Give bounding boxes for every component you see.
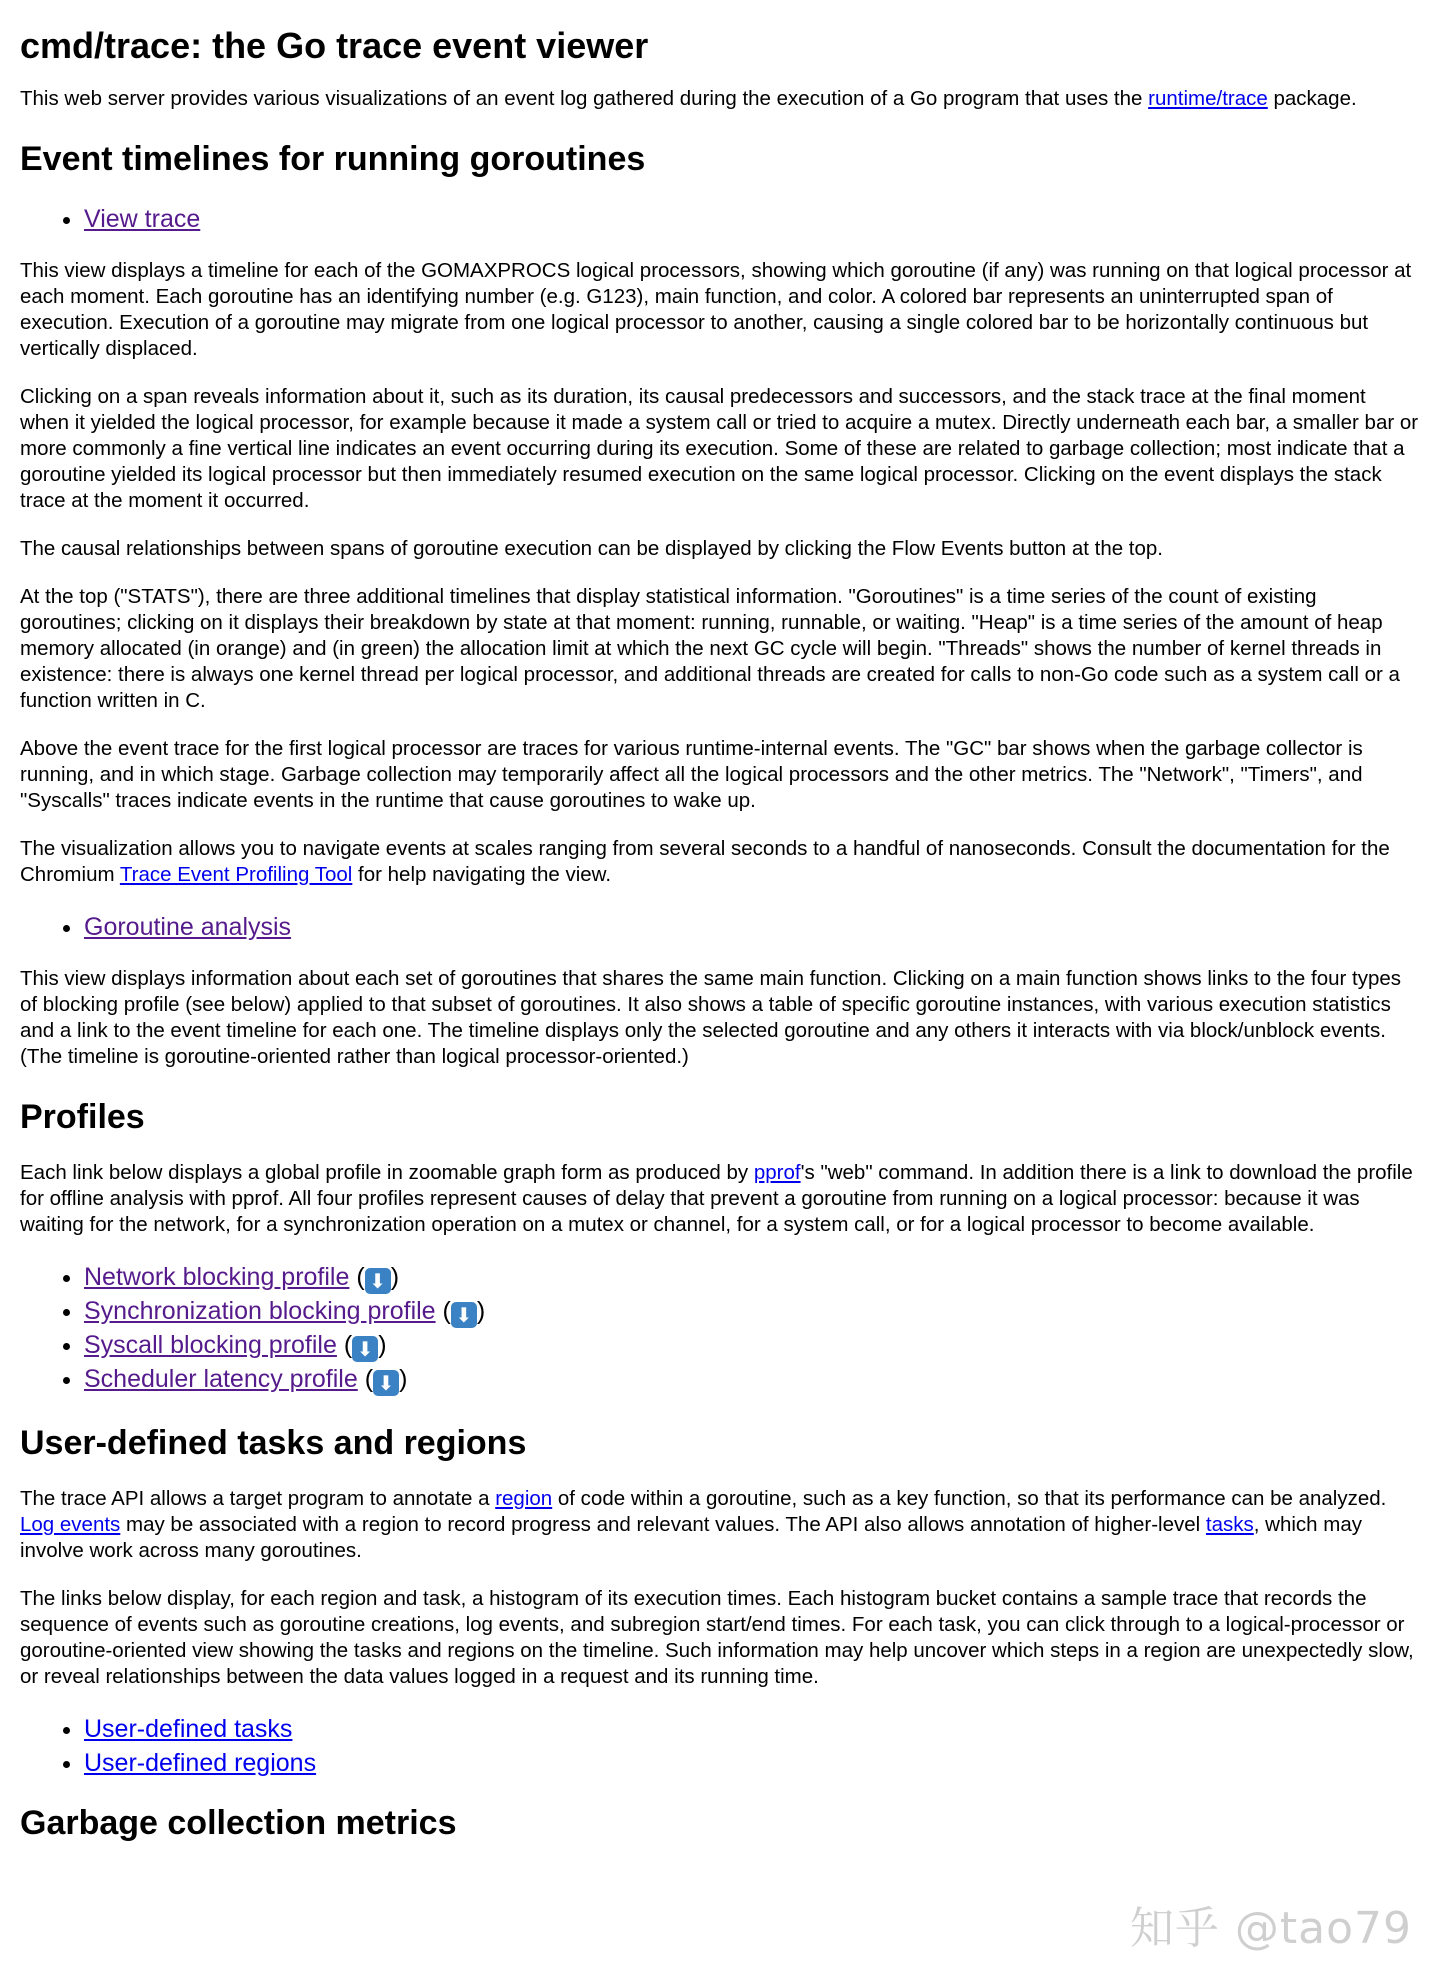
synchronization-blocking-profile-link[interactable]: Synchronization blocking profile — [84, 1297, 436, 1325]
download-icon[interactable]: ⬇ — [373, 1370, 399, 1396]
list-item: • Syscall blocking profile ( ⬇ ) — [84, 1328, 1420, 1362]
tasks-link[interactable]: tasks — [1205, 1513, 1254, 1536]
list-item: • Synchronization blocking profile ( ⬇ ) — [84, 1294, 1420, 1328]
goroutine-analysis-paragraph: This view displays information about each set of goroutines that shares the same main function. Clicking on a main function shows links to the four types of blocking profile (see below) applied to that subset of goroutines. It also shows a table of specific goroutine instances, with various execution statistics and a link to the event timeline for each one. The timeline displays only the selected goroutine and any others it interacts with via block/unblock events. (The timeline is goroutine-oriented rather than logical processor-oriented.) — [20, 967, 1402, 1068]
list-item — [84, 202, 1420, 236]
user-defined-regions-link[interactable]: User-defined regions — [84, 1749, 317, 1777]
tasks-heading: User-defined tasks and regions — [20, 1424, 527, 1462]
timelines-paragraph-1: This view displays a timeline for each of the GOMAXPROCS logical processors, showing which goroutine (if any) was running on that logical processor at each moment. Each goroutine has an identifying number (e.g. G123), main function, and color. A colored bar represents an uninterrupted span of execution. Execution of a goroutine may migrate from one logical processor to another, causing a single colored bar to be horizontally continuous but vertically displaced. — [20, 259, 1412, 360]
user-defined-tasks-link[interactable]: User-defined tasks — [84, 1715, 293, 1743]
timelines-paragraph-3: The causal relationships between spans of goroutine execution can be displayed by clicking the Flow Events button at the top. — [20, 537, 1164, 560]
pprof-link[interactable]: pprof — [753, 1161, 801, 1184]
timelines-paragraph-6: The visualization allows you to navigate events at scales ranging from several seconds to a handful of nanoseconds. Consult the documentation for the Chromium Trace Event Profiling Tool for help navigating the view. — [20, 837, 1390, 886]
log-events-link[interactable]: Log events — [20, 1513, 121, 1536]
scheduler-latency-profile-link[interactable]: Scheduler latency profile — [84, 1365, 358, 1393]
list-item: • Network blocking profile ( ⬇ ) — [84, 1260, 1420, 1294]
goroutine-analysis-link[interactable]: Goroutine analysis — [84, 913, 292, 941]
list-item — [84, 910, 1420, 944]
tasks-paragraph-2: The links below display, for each region and task, a histogram of its execution times. Each histogram bucket contains a sample trace that records the sequence of events such as goroutine creations, log events, and subregion start/end times. For each task, you can click through to a logical-processor or goroutine-oriented view showing the tasks and regions on the timeline. Such information may help uncover which steps in a region are unexpectedly slow, or reveal relationships between the data values logged in a request and its running time. — [20, 1587, 1414, 1688]
syscall-blocking-profile-link[interactable]: Syscall blocking profile — [84, 1331, 337, 1359]
page-title: cmd/trace: the Go trace event viewer — [20, 25, 649, 66]
download-icon[interactable]: ⬇ — [352, 1336, 378, 1362]
runtime-trace-link[interactable]: runtime/trace — [1148, 87, 1268, 110]
timelines-heading: Event timelines for running goroutines — [20, 140, 646, 178]
trace-event-profiling-tool-link[interactable]: Trace Event Profiling Tool — [119, 863, 353, 886]
watermark: 知乎 @tao79 — [1129, 1903, 1412, 1954]
timelines-paragraph-4: At the top ("STATS"), there are three additional timelines that display statistical information. "Goroutines" is a time series of the count of existing goroutines; clicking on it displays their breakdown by state at that moment: running, runnable, or waiting. "Heap" is a time series of the amount of heap memory allocated (in orange) and (in green) the allocation limit at which the next GC cycle will begin. "Threads" shows the number of kernel threads in existence: there is always one kernel thread per logical processor, and additional threads are created for calls to non-Go code such as a system call or a function written in C. — [20, 585, 1400, 712]
list-item — [84, 1746, 1420, 1780]
intro-paragraph: This web server provides various visualizations of an event log gathered during the execution of a Go program that uses the runtime/trace package. — [20, 87, 1357, 110]
list-item: • Scheduler latency profile ( ⬇ ) — [84, 1362, 1420, 1396]
profiles-list — [20, 1260, 1420, 1396]
document-body — [20, 0, 1420, 1866]
view-trace-list — [20, 202, 1420, 236]
profiles-paragraph: Each link below displays a global profile in zoomable graph form as produced by pprof's "web" command. In addition there is a link to download the profile for offline analysis with pprof. All four profiles represent causes of delay that prevent a goroutine from running on a logical processor: because it was waiting for the network, for a synchronization operation on a mutex or channel, for a system call, or for a logical processor to become available. — [20, 1161, 1413, 1236]
timelines-paragraph-5: Above the event trace for the first logical processor are traces for various runtime-internal events. The "GC" bar shows when the garbage collector is running, and in which stage. Garbage collection may temporarily affect all the logical processors and the other metrics. The "Network", "Timers", and "Syscalls" traces indicate events in the runtime that cause goroutines to wake up. — [20, 737, 1363, 812]
tasks-list — [20, 1712, 1420, 1780]
profiles-heading: Profiles — [20, 1098, 145, 1136]
gc-metrics-heading: Garbage collection metrics — [20, 1804, 457, 1842]
region-link[interactable]: region — [495, 1487, 553, 1510]
tasks-paragraph-1: The trace API allows a target program to annotate a region of code within a goroutine, such as a key function, so that its performance can be analyzed. Log events may be associated with a region to record progress and relevant values. The API also allows annotation of higher-level tasks, which may involve work across many goroutines. — [20, 1487, 1387, 1562]
view-trace-link[interactable]: View trace — [84, 205, 201, 233]
list-item — [84, 1712, 1420, 1746]
network-blocking-profile-link[interactable]: Network blocking profile — [84, 1263, 350, 1291]
timelines-paragraph-2: Clicking on a span reveals information about it, such as its duration, its causal predecessors and successors, and the stack trace at the final moment when it yielded the logical processor, for example because it made a system call or tried to acquire a mutex. Directly underneath each bar, a smaller bar or more commonly a fine vertical line indicates an event occurring during its execution. Some of these are related to garbage collection; most indicate that a goroutine yielded its logical processor but then immediately resumed execution on the same logical processor. Clicking on the event displays the stack trace at the moment it occurred. — [20, 385, 1419, 512]
download-icon[interactable]: ⬇ — [451, 1302, 477, 1328]
goroutine-analysis-list — [20, 910, 1420, 944]
download-icon[interactable]: ⬇ — [365, 1268, 391, 1294]
